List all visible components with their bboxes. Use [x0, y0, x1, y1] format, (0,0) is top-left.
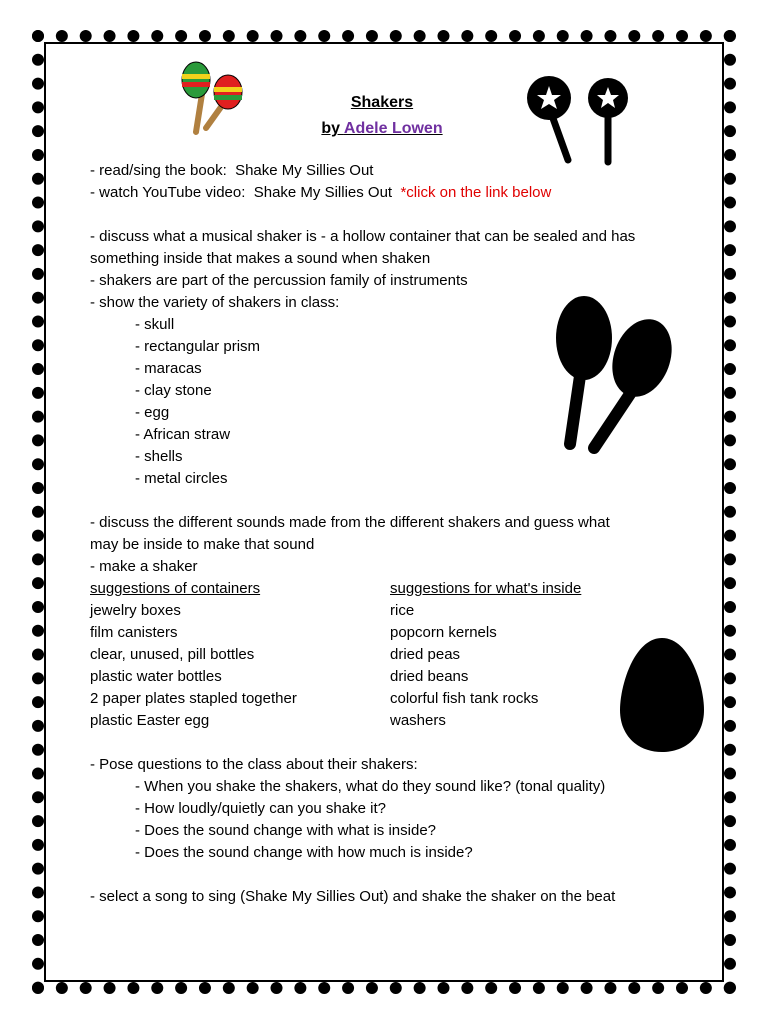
link-note: *click on the link below — [400, 184, 552, 201]
sounds-line-3: - make a shaker — [90, 558, 198, 575]
list-item: washers — [390, 712, 446, 729]
intro-line-2 — [90, 182, 690, 204]
shaker-types-list — [90, 314, 690, 490]
list-item: - Does the sound change with what is inside? — [135, 822, 437, 839]
closing-line: - select a song to sing (Shake My Sillies Out) and shake the shaker on the beat — [90, 888, 616, 905]
questions-list — [90, 776, 690, 864]
list-item: - shells — [135, 448, 183, 465]
list-item: dried peas — [390, 646, 461, 663]
sounds-line-1: - discuss the different sounds made from the different shakers and guess what — [90, 514, 610, 531]
discuss-line-4: - show the variety of shakers in class: — [90, 294, 340, 311]
list-item: 2 paper plates stapled together — [90, 690, 297, 707]
list-item: - When you shake the shakers, what do they sound like? (tonal quality) — [135, 778, 606, 795]
list-item: - How loudly/quietly can you shake it? — [135, 800, 386, 817]
intro-line-2-text: - watch YouTube video: Shake My Sillies Out — [90, 184, 393, 201]
list-item: jewelry boxes — [90, 602, 181, 619]
list-item: - skull — [135, 316, 175, 333]
suggestions-table — [90, 578, 690, 732]
discuss-line-3: - shakers are part of the percussion family of instruments — [90, 272, 468, 289]
fillings-header: suggestions for what's inside — [390, 580, 582, 597]
list-item: - metal circles — [135, 470, 228, 487]
discuss-line-1: - discuss what a musical shaker is - a hollow container that can be sealed and has — [90, 228, 636, 245]
page-title: Shakers — [350, 94, 414, 111]
list-item: - African straw — [135, 426, 231, 443]
list-item: plastic water bottles — [90, 668, 222, 685]
pose-line: - Pose questions to the class about their shakers: — [90, 756, 418, 773]
list-item: - rectangular prism — [135, 338, 261, 355]
list-item: - Does the sound change with how much is inside? — [135, 844, 473, 861]
intro-line-1: - read/sing the book: Shake My Sillies Out — [90, 162, 374, 179]
list-item: film canisters — [90, 624, 178, 641]
list-item: - maracas — [135, 360, 202, 377]
list-item: plastic Easter egg — [90, 712, 210, 729]
list-item: dried beans — [390, 668, 469, 685]
byline-prefix: by — [321, 120, 344, 137]
list-item: - egg — [135, 404, 170, 421]
list-item: rice — [390, 602, 415, 619]
list-item: clear, unused, pill bottles — [90, 646, 255, 663]
title-block — [87, 90, 677, 142]
author-link[interactable]: Adele Lowen — [343, 120, 443, 137]
containers-header: suggestions of containers — [90, 580, 261, 597]
byline — [321, 120, 442, 137]
list-item: colorful fish tank rocks — [390, 690, 539, 707]
lesson-content — [90, 90, 690, 908]
fillings-column — [390, 578, 690, 732]
list-item: - clay stone — [135, 382, 212, 399]
list-item: popcorn kernels — [390, 624, 497, 641]
sounds-line-2: may be inside to make that sound — [90, 536, 315, 553]
containers-column — [90, 578, 390, 732]
discuss-line-2: something inside that makes a sound when shaken — [90, 250, 431, 267]
